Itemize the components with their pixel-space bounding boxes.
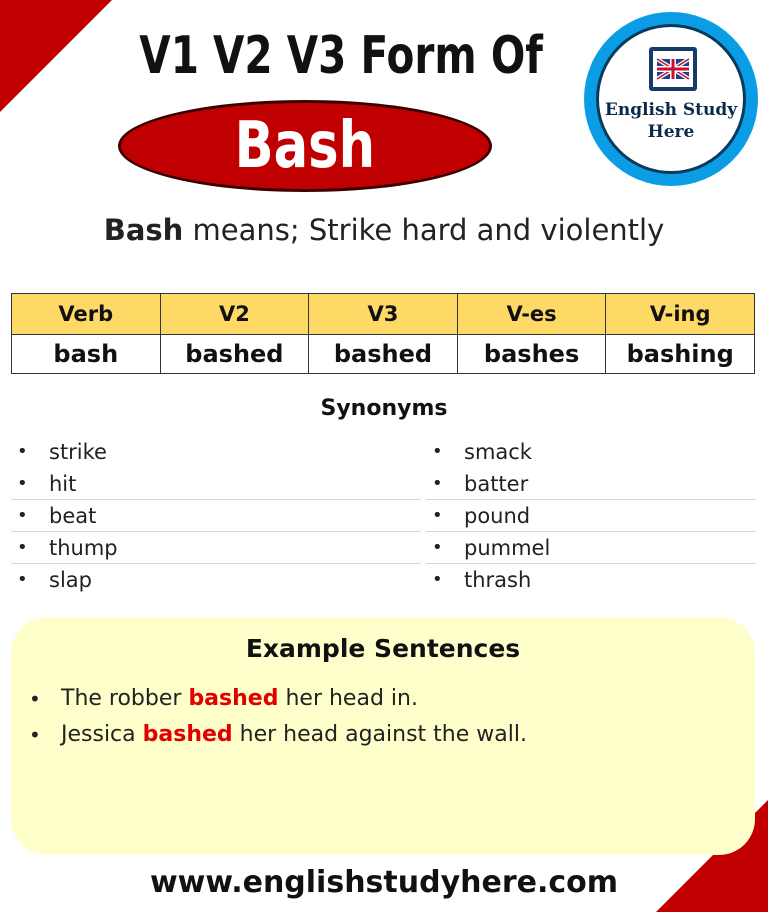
list-item: • smack (426, 436, 756, 468)
sentence-highlight: bashed (188, 686, 279, 711)
list-item: • thrash (426, 564, 756, 596)
meaning-text: means; Strike hard and violently (183, 213, 665, 247)
example-sentence (25, 681, 527, 717)
meaning-word: Bash (103, 213, 184, 247)
sentence-after: her head against the wall. (232, 722, 527, 747)
header-cell-v3: V3 (309, 294, 458, 335)
logo (584, 12, 758, 186)
logo-text-line2: Here (647, 122, 695, 142)
logo-badge (596, 24, 746, 174)
value-cell-v-es: bashes (457, 335, 606, 374)
value-cell-v2: bashed (160, 335, 309, 374)
verb-forms-table (11, 293, 755, 374)
logo-text (599, 99, 743, 143)
table-header-row (12, 294, 755, 335)
list-item: • beat (11, 500, 421, 532)
list-item: • strike (11, 436, 421, 468)
value-cell-v3: bashed (309, 335, 458, 374)
sentence-after: her head in. (278, 686, 418, 711)
synonyms-title: Synonyms (320, 396, 448, 421)
examples-list (25, 681, 527, 753)
header-cell-v-ing: V-ing (606, 294, 755, 335)
table-row (12, 335, 755, 374)
corner-decoration-top-left (0, 0, 112, 112)
header-cell-v2: V2 (160, 294, 309, 335)
header-cell-v-es: V-es (457, 294, 606, 335)
example-sentences-box (11, 617, 755, 855)
list-item: • hit (11, 468, 421, 500)
sentence-before: The robber (61, 686, 189, 711)
synonyms-list-left (11, 436, 421, 596)
sentence-before: Jessica (61, 722, 143, 747)
page-title: V1 V2 V3 Form Of (139, 26, 543, 86)
footer-url: www.englishstudyhere.com (149, 865, 619, 900)
value-cell-verb: bash (12, 335, 161, 374)
book-flag-icon (645, 45, 701, 93)
list-item: • pound (426, 500, 756, 532)
list-item: • thump (11, 532, 421, 564)
examples-title: Example Sentences (245, 634, 521, 663)
logo-text-line1: English Study (604, 100, 738, 120)
synonyms-list-right (426, 436, 756, 596)
verb-title: Bash (234, 109, 376, 183)
meaning-line (0, 208, 768, 252)
list-item: • batter (426, 468, 756, 500)
header-cell-verb: Verb (12, 294, 161, 335)
list-item: • slap (11, 564, 421, 596)
verb-banner (118, 100, 492, 192)
sentence-highlight: bashed (142, 722, 233, 747)
value-cell-v-ing: bashing (606, 335, 755, 374)
list-item: • pummel (426, 532, 756, 564)
example-sentence (25, 717, 527, 753)
